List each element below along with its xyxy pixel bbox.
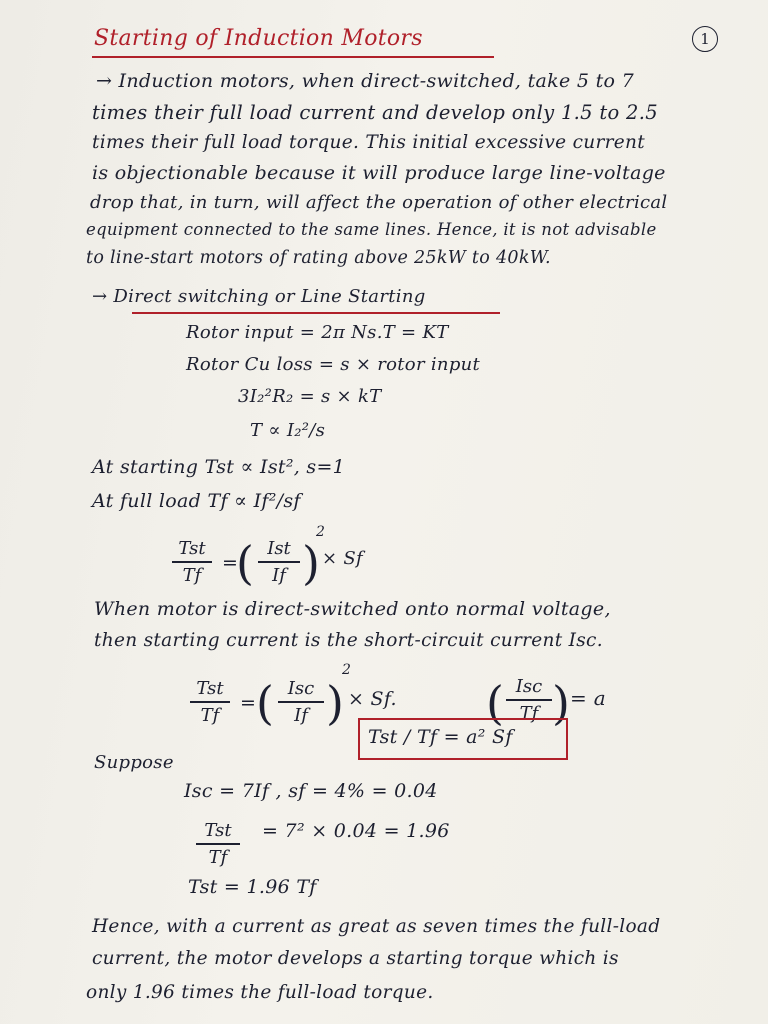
eq2-equals: = [240,692,257,714]
result-line: Tst = 1.96 Tf [188,876,317,898]
eq2-exponent: 2 [342,662,352,678]
para1-line2: times their full load current and develop only 1.5 to 2.5 [92,101,658,124]
page-number: 1 [692,26,718,52]
para1-line3: times their full load torque. This initial excessive current [92,132,645,153]
section-underline [132,312,500,314]
calc-lhs: Tst Tf [196,820,240,868]
title-underline [92,56,494,58]
eq2-tail: × Sf. [348,688,397,710]
para1-line5: drop that, in turn, will affect the operation of other electrical [90,192,668,213]
eq2-close-paren: ) [326,676,344,730]
eq-i2r2: 3I₂²R₂ = s × kT [238,386,382,407]
section-heading: → Direct switching or Line Starting [92,286,426,307]
para1-line6: equipment connected to the same lines. Hence, it is not advisable [86,220,657,239]
eq2-rhs: Isc If [278,678,324,726]
isc-line: Isc = 7If , sf = 4% = 0.04 [184,780,438,802]
suppose-label: Suppose [94,752,174,773]
eq2-open-paren: ( [256,676,274,730]
para2-line1: When motor is direct-switched onto normal voltage, [94,598,611,620]
ratio-equals: = [222,552,239,574]
a-open-paren: ( [486,676,504,730]
eq-rotor-cu-loss: Rotor Cu loss = s × rotor input [186,354,481,375]
ratio-exponent: 2 [316,524,326,540]
eq-t-prop: T ∝ I₂²/s [250,420,326,441]
eq-rotor-input: Rotor input = 2π Ns.T = KT [186,322,449,343]
ratio-close-paren: ) [302,536,320,590]
para1-line7: to line-start motors of rating above 25kW to 40kW. [86,248,551,268]
a-def: Isc Tf [506,676,552,724]
conclusion-line1: Hence, with a current as great as seven times the full-load [92,916,661,937]
para1-line1: → Induction motors, when direct-switched, take 5 to 7 [96,70,634,92]
page-title: Starting of Induction Motors [94,26,423,51]
boxed-result: Tst / Tf = a² Sf [368,726,513,748]
conclusion-line3: only 1.96 times the full-load torque. [86,982,434,1003]
a-tail: = a [570,686,606,710]
calc-rhs: = 7² × 0.04 = 1.96 [262,820,450,842]
ratio-open-paren: ( [236,536,254,590]
eq2-lhs: Tst Tf [190,678,230,726]
ratio-rhs: Ist If [258,538,300,586]
conclusion-line2: current, the motor develops a starting torque which is [92,948,619,969]
para1-line4: is objectionable because it will produce large line-voltage [92,162,666,184]
a-close-paren: ) [552,676,570,730]
para2-line2: then starting current is the short-circuit current Isc. [94,630,603,651]
ratio-lhs: Tst Tf [172,538,212,586]
eq-at-full-load: At full load Tf ∝ If²/sf [92,490,301,512]
eq-at-starting: At starting Tst ∝ Ist², s=1 [92,456,346,478]
ratio-tail: × Sf [322,548,363,569]
